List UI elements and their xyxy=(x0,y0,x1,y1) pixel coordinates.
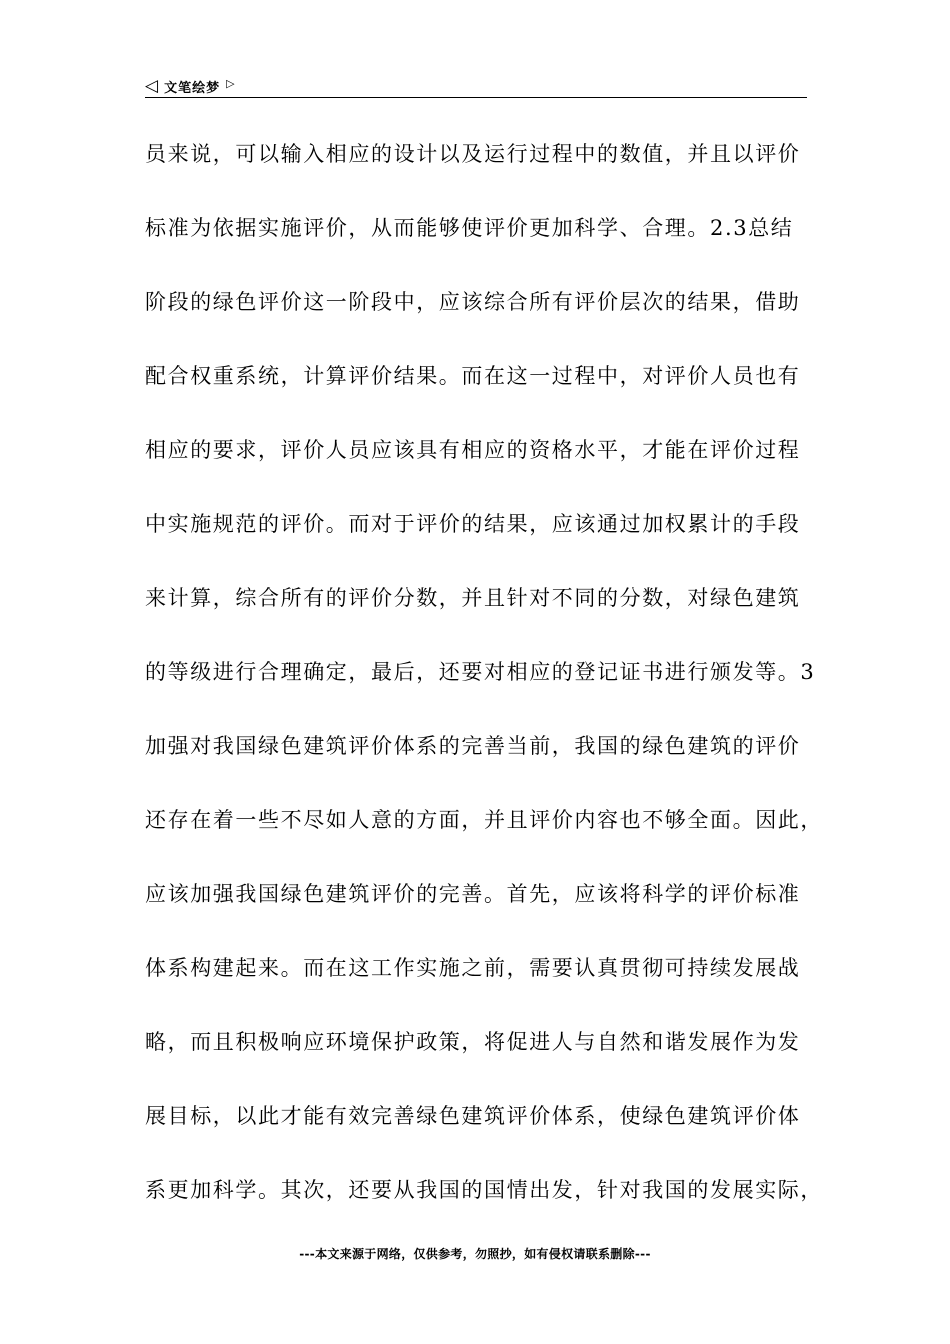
triangle-right-outline-icon: ▷ xyxy=(226,76,235,90)
text-line: 略，而且积极响应环境保护政策，将促进人与自然和谐发展作为发 xyxy=(145,1030,801,1054)
text-line: 体系构建起来。而在这工作实施之前，需要认真贯彻可持续发展战 xyxy=(145,956,801,980)
header-divider xyxy=(145,97,807,98)
text-line: 员来说，可以输入相应的设计以及运行过程中的数值，并且以评价 xyxy=(145,142,801,166)
text-line: 系更加科学。其次，还要从我国的国情出发，针对我国的发展实际， xyxy=(145,1178,823,1202)
text-line: 展目标，以此才能有效完善绿色建筑评价体系，使绿色建筑评价体 xyxy=(145,1104,801,1128)
header-brand: 文笔绘梦 xyxy=(164,80,221,96)
text-line: 配合权重系统，计算评价结果。而在这一过程中，对评价人员也有 xyxy=(145,364,801,388)
text-line: 还存在着一些不尽如人意的方面，并且评价内容也不够全面。因此， xyxy=(145,808,823,832)
text-line: 应该加强我国绿色建筑评价的完善。首先，应该将科学的评价标准 xyxy=(145,882,801,906)
text-line: 的等级进行合理确定，最后，还要对相应的登记证书进行颁发等。3 xyxy=(145,660,816,684)
text-line: 来计算，综合所有的评价分数，并且针对不同的分数，对绿色建筑 xyxy=(145,586,801,610)
text-line: 加强对我国绿色建筑评价体系的完善当前，我国的绿色建筑的评价 xyxy=(145,734,801,758)
page-header xyxy=(145,74,807,98)
text-line: 中实施规范的评价。而对于评价的结果，应该通过加权累计的手段 xyxy=(145,512,801,536)
text-line: 标准为依据实施评价，从而能够使评价更加科学、合理。2.3总结 xyxy=(145,216,794,240)
text-line: 相应的要求，评价人员应该具有相应的资格水平，才能在评价过程 xyxy=(145,438,801,462)
triangle-left-outline-icon: ◁ xyxy=(145,75,159,96)
page-footer-disclaimer: ---本文来源于网络，仅供参考，勿照抄，如有侵权请联系删除--- xyxy=(299,1247,651,1261)
document-body xyxy=(145,132,823,1242)
text-line: 阶段的绿色评价这一阶段中，应该综合所有评价层次的结果，借助 xyxy=(145,290,801,314)
